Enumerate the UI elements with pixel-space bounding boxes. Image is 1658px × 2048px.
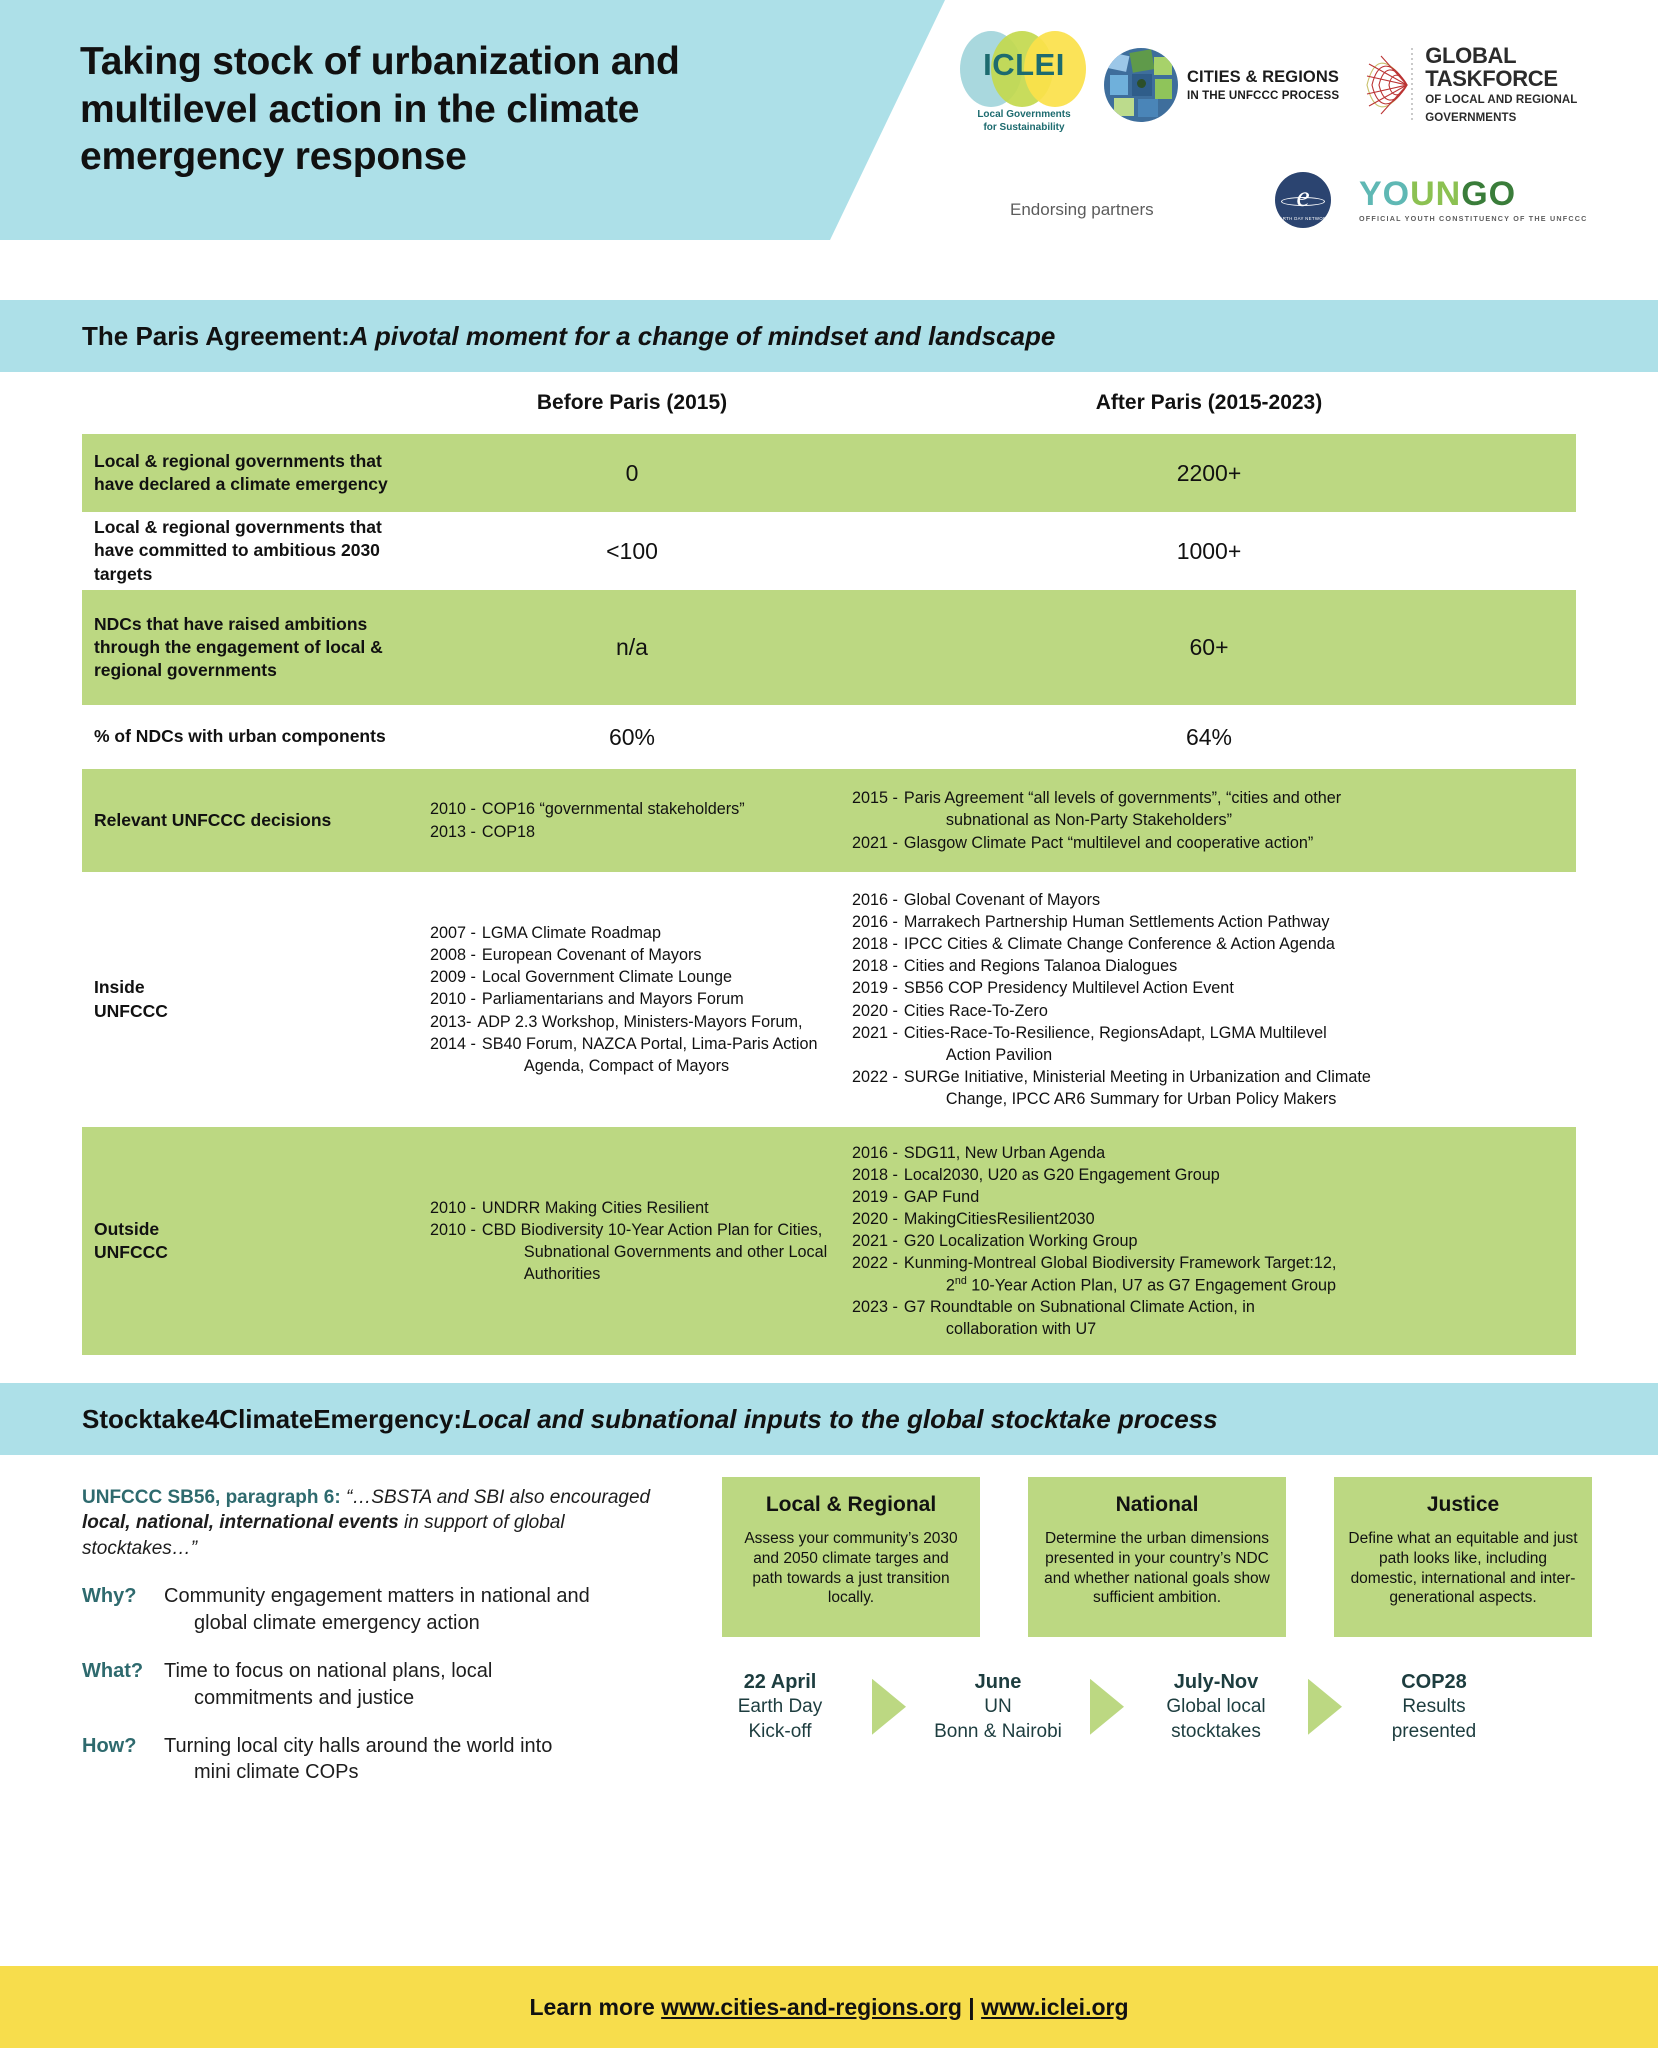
- endorsing-partners-label: Endorsing partners: [1010, 200, 1154, 219]
- list-item: [430, 1033, 842, 1077]
- list-item-text-line1: CBD Biodiversity 10-Year Action Plan for Cities,: [481, 1220, 823, 1239]
- list-item-text: SB56 COP Presidency Multilevel Action Event: [903, 979, 1234, 998]
- list-item: [852, 1022, 1568, 1066]
- row-label: % of NDCs with urban components: [94, 726, 386, 747]
- taskforce-line3: OF LOCAL AND REGIONAL: [1425, 94, 1578, 107]
- list-item-text: UNDRR Making Cities Resilient: [481, 1198, 709, 1217]
- iclei-logo: [960, 31, 1088, 139]
- row-after-value: 64%: [1185, 723, 1233, 750]
- qa-item-what: [82, 1658, 682, 1711]
- youngo-logo: [1359, 177, 1588, 223]
- table-row: [82, 434, 1576, 512]
- qa-value-line1: Community engagement matters in national and: [164, 1585, 590, 1608]
- stocktake-timeline: [700, 1669, 1514, 1744]
- earth-day-caption: EARTH DAY NETWORK: [1276, 216, 1330, 221]
- list-item-text: ADP 2.3 Workshop, Ministers-Mayors Forum,: [477, 1012, 803, 1031]
- sb56-quote-lead: UNFCCC SB56, paragraph 6:: [82, 1487, 341, 1508]
- list-item-text: MakingCitiesResilient2030: [903, 1209, 1095, 1228]
- footer-link-iclei[interactable]: www.iclei.org: [981, 1993, 1129, 2020]
- table-header-row: [82, 372, 1576, 434]
- list-item: [430, 988, 842, 1010]
- list-item-text: SDG11, New Urban Agenda: [903, 1143, 1106, 1162]
- qa-value-line1: Time to focus on national plans, local: [164, 1660, 493, 1683]
- earth-day-ring-icon: [1281, 197, 1325, 206]
- list-item: [430, 798, 842, 820]
- list-item-year: 2022 -: [852, 1253, 898, 1272]
- list-item-text: [904, 1066, 1371, 1110]
- list-item: [852, 832, 1568, 854]
- list-item-text: COP16 “governmental stakeholders”: [481, 800, 745, 819]
- list-item-text: COP18: [481, 822, 535, 841]
- list-item-text: IPCC Cities & Climate Change Conference & Action Agenda: [903, 935, 1335, 954]
- cities-and-regions-line1: CITIES & REGIONS: [1187, 68, 1339, 86]
- qa-value: [164, 1733, 552, 1786]
- qa-value-line1: Turning local city halls around the world into: [164, 1734, 553, 1757]
- iclei-tagline-line1: Local Governments: [977, 109, 1071, 120]
- table-header-before: Before Paris (2015): [536, 391, 728, 414]
- list-item-text: Cities and Regions Talanoa Dialogues: [903, 957, 1178, 976]
- list-item-year: 2019 -: [852, 979, 898, 998]
- decisions-before-list: [422, 798, 842, 842]
- card-national: [1028, 1477, 1286, 1637]
- timeline-step-3: [1136, 1669, 1296, 1744]
- timeline-step-2: [918, 1669, 1078, 1744]
- list-item-text-line1: Paris Agreement “all levels of governments”, “cities and other: [903, 789, 1342, 808]
- global-taskforce-text: [1425, 42, 1578, 125]
- list-item-text-line2: Action Pavilion: [945, 1045, 1053, 1064]
- list-item: [852, 1230, 1568, 1252]
- list-item-year: 2022 -: [852, 1067, 898, 1086]
- list-item-text: Marrakech Partnership Human Settlements Action Pathway: [903, 913, 1330, 932]
- list-item: [430, 944, 842, 966]
- chevron-right-icon: [1308, 1679, 1342, 1735]
- row-before-value: n/a: [616, 634, 648, 660]
- timeline-arrow-1: [860, 1679, 918, 1735]
- earth-day-e-glyph: e: [1296, 180, 1310, 213]
- earth-day-network-logo: [1275, 172, 1331, 228]
- list-item-text: Glasgow Climate Pact “multilevel and cooperative action”: [903, 833, 1314, 852]
- card-body: Determine the urban dimensions presented in your country’s NDC and whether national goals show sufficient ambition.: [1044, 1530, 1270, 1607]
- row-label: Local & regional governments that have declared a climate emergency: [94, 450, 388, 494]
- list-item-text: [904, 1252, 1336, 1296]
- iclei-tagline: [960, 109, 1088, 134]
- stocktake-body: [0, 1477, 1658, 1807]
- list-item-year: 2016 -: [852, 1143, 898, 1162]
- outside-after-list: [842, 1142, 1576, 1341]
- timeline-date: 22 April: [743, 1671, 817, 1693]
- card-title: Local & Regional: [765, 1493, 937, 1516]
- list-item: [852, 933, 1568, 955]
- paris-banner-italic: A pivotal moment for a change of mindset and landscape: [349, 320, 1056, 351]
- timeline-date: June: [974, 1671, 1022, 1693]
- paris-section-banner: [0, 300, 1658, 372]
- table-row-outside-unfccc: [82, 1127, 1576, 1355]
- list-item-year: 2019 -: [852, 1187, 898, 1206]
- list-item-text: G20 Localization Working Group: [903, 1231, 1138, 1250]
- taskforce-web-icon: [1355, 42, 1417, 128]
- taskforce-line4: GOVERNMENTS: [1425, 111, 1517, 124]
- card-title: National: [1115, 1493, 1199, 1516]
- timeline-arrow-2: [1078, 1679, 1136, 1735]
- list-item-text: Local Government Climate Lounge: [481, 968, 733, 987]
- timeline-step-1: [700, 1669, 860, 1744]
- row-after-value: 2200+: [1176, 459, 1242, 486]
- footer-link-cities-and-regions[interactable]: www.cities-and-regions.org: [661, 1993, 962, 2020]
- list-item: [852, 787, 1568, 831]
- partner-logos: [960, 25, 1650, 145]
- list-item-text-line2: Agenda, Compact of Mayors: [523, 1056, 730, 1075]
- qa-key: Why?: [82, 1585, 137, 1608]
- row-after-value: 1000+: [1176, 537, 1242, 564]
- chevron-right-icon: [872, 1679, 906, 1735]
- list-item-text: [904, 1296, 1255, 1340]
- row-before-value: 0: [625, 459, 639, 486]
- list-item-text-line1: SB40 Forum, NAZCA Portal, Lima-Paris Action: [481, 1034, 818, 1053]
- stocktake-left-column: [82, 1485, 682, 1786]
- youngo-part3: GO: [1461, 175, 1517, 213]
- list-item-year: 2018 -: [852, 1165, 898, 1184]
- list-item-year: 2018 -: [852, 935, 898, 954]
- list-item-text: [482, 1219, 827, 1285]
- timeline-line1: Global local: [1166, 1696, 1266, 1717]
- page-footer: [0, 1966, 1658, 2048]
- list-item-year: 2010 -: [430, 1220, 476, 1239]
- list-item-year: 2023 -: [852, 1298, 898, 1317]
- list-item: [430, 1011, 842, 1033]
- list-item: [430, 821, 842, 843]
- card-local-regional: [722, 1477, 980, 1637]
- taskforce-line1: GLOBAL: [1425, 42, 1517, 68]
- list-item-text: Global Covenant of Mayors: [903, 891, 1101, 910]
- timeline-line2: presented: [1391, 1720, 1477, 1742]
- row-label-line1: Inside: [94, 977, 145, 998]
- qa-value: [164, 1583, 590, 1636]
- list-item: [430, 966, 842, 988]
- list-item: [430, 922, 842, 944]
- list-item: [852, 1252, 1568, 1296]
- row-label-line1: Outside: [94, 1218, 160, 1239]
- list-item-text: [482, 1033, 818, 1077]
- globe-icon: [1104, 48, 1178, 122]
- stocktake-section-banner: [0, 1383, 1658, 1455]
- list-item-year: 2007 -: [430, 924, 476, 943]
- list-item-text-line1: Cities-Race-To-Resilience, RegionsAdapt, LGMA Multilevel: [903, 1023, 1327, 1042]
- stocktake-banner-bold: Stocktake4ClimateEmergency:: [82, 1403, 463, 1434]
- row-before-value: <100: [606, 537, 658, 564]
- qa-value-line2: commitments and justice: [194, 1686, 415, 1709]
- list-item-text-line1: G7 Roundtable on Subnational Climate Action, in: [903, 1298, 1255, 1317]
- list-item-text: Local2030, U20 as G20 Engagement Group: [903, 1165, 1220, 1184]
- cities-and-regions-text: [1187, 68, 1339, 102]
- list-item: [852, 1164, 1568, 1186]
- list-item-text-line1: SURGe Initiative, Ministerial Meeting in Urbanization and Climate: [903, 1067, 1371, 1086]
- list-item-text-line1: Kunming-Montreal Global Biodiversity Framework Target:12,: [903, 1253, 1337, 1272]
- row-after-value: 60+: [1189, 634, 1229, 660]
- timeline-line2: Kick-off: [748, 1720, 812, 1742]
- list-item-year: 2014 -: [430, 1034, 476, 1053]
- taskforce-line2: TASKFORCE: [1425, 65, 1558, 91]
- list-item: [852, 1296, 1568, 1340]
- list-item-year: 2010 -: [430, 1198, 476, 1217]
- qa-value: [164, 1658, 492, 1711]
- list-item-text-line2: subnational as Non-Party Stakeholders”: [945, 811, 1233, 830]
- sb56-quote-bold: local, national, international events: [82, 1512, 399, 1534]
- card-justice: [1334, 1477, 1592, 1637]
- list-item-text: GAP Fund: [903, 1187, 980, 1206]
- page-header: [0, 0, 1658, 240]
- footer-separator: |: [961, 1993, 982, 2020]
- row-label: [82, 976, 422, 1022]
- row-label: Relevant UNFCCC decisions: [94, 809, 332, 830]
- timeline-line2: stocktakes: [1171, 1720, 1261, 1742]
- sb56-quote-part2: in support of global stocktakes…”: [82, 1512, 565, 1559]
- stocktake-banner-italic: Local and subnational inputs to the global stocktake process: [462, 1403, 1218, 1434]
- row-before-value: 60%: [608, 723, 656, 750]
- chevron-right-icon: [1090, 1679, 1124, 1735]
- decisions-after-list: [842, 787, 1576, 853]
- timeline-date: COP28: [1401, 1671, 1467, 1693]
- row-label: [82, 1218, 422, 1264]
- list-item-year: 2020 -: [852, 1209, 898, 1228]
- timeline-date: July-Nov: [1173, 1671, 1259, 1693]
- paris-comparison-table: [82, 372, 1576, 1355]
- iclei-tagline-line2: for Sustainability: [983, 121, 1065, 133]
- card-body: Assess your community’s 2030 and 2050 climate targes and path towards a just transition locally.: [744, 1530, 958, 1607]
- timeline-line1: Results: [1402, 1696, 1466, 1717]
- table-row: [82, 705, 1576, 769]
- list-item-text: LGMA Climate Roadmap: [481, 924, 661, 943]
- outside-before-list: [422, 1197, 842, 1285]
- list-item: [852, 977, 1568, 999]
- sb56-quote-part1: “…SBSTA and SBI also encouraged: [340, 1487, 651, 1508]
- endorsing-partner-logos: [1275, 172, 1588, 228]
- list-item: [430, 1197, 842, 1219]
- sb56-quote: [82, 1485, 682, 1561]
- list-item: [852, 889, 1568, 911]
- card-body: Define what an equitable and just path looks like, including domestic, international and inter-generational aspects.: [1348, 1530, 1578, 1607]
- list-item: [852, 1000, 1568, 1022]
- row-label: Local & regional governments that have committed to ambitious 2030 targets: [94, 517, 382, 584]
- list-item-text-line3: Authorities: [523, 1265, 601, 1284]
- list-item-text-line2: 2nd 10-Year Action Plan, U7 as G7 Engagement Group: [945, 1274, 1337, 1295]
- qa-value-line2: global climate emergency action: [194, 1611, 480, 1634]
- list-item: [430, 1219, 842, 1285]
- cities-and-regions-line2: IN THE UNFCCC PROCESS: [1187, 89, 1340, 102]
- list-item: [852, 955, 1568, 977]
- timeline-line1: Earth Day: [737, 1696, 823, 1717]
- list-item-text: [904, 1022, 1327, 1066]
- timeline-line2: Bonn & Nairobi: [934, 1720, 1062, 1742]
- list-item-text: Cities Race-To-Zero: [903, 1001, 1048, 1020]
- paris-banner-text: [82, 300, 1055, 372]
- footer-text: [529, 1994, 1128, 2021]
- list-item-year: 2009 -: [430, 968, 476, 987]
- list-item-year: 2021 -: [852, 1023, 898, 1042]
- table-row: [82, 512, 1576, 590]
- list-item-year: 2015 -: [852, 789, 898, 808]
- inside-before-list: [422, 922, 842, 1076]
- list-item-text: European Covenant of Mayors: [481, 946, 702, 965]
- row-label-line2: UNFCCC: [94, 1242, 168, 1262]
- list-item-year: 2016 -: [852, 913, 898, 932]
- list-item-year: 2021 -: [852, 1231, 898, 1250]
- list-item-year: 2013 -: [430, 822, 476, 841]
- row-label: NDCs that have raised ambitions through the engagement of local & regional governments: [94, 613, 383, 681]
- footer-prefix: Learn more: [529, 1993, 662, 2020]
- paris-banner-bold: The Paris Agreement:: [82, 320, 350, 351]
- table-row: [82, 590, 1576, 705]
- iclei-wordmark: ICLEI: [983, 47, 1065, 82]
- list-item: [852, 1186, 1568, 1208]
- timeline-arrow-3: [1296, 1679, 1354, 1735]
- list-item-text: Parliamentarians and Mayors Forum: [481, 990, 744, 1009]
- list-item-text-line2: collaboration with U7: [945, 1320, 1097, 1339]
- row-label-line2: UNFCCC: [94, 1000, 168, 1021]
- qa-item-how: [82, 1733, 682, 1786]
- card-title: Justice: [1426, 1493, 1500, 1516]
- qa-item-why: [82, 1583, 682, 1636]
- page-title: Taking stock of urbanization and multilevel action in the climate emergency response: [80, 40, 680, 179]
- list-item-text: [904, 787, 1341, 831]
- stocktake-cards: [722, 1477, 1592, 1637]
- list-item-year: 2018 -: [852, 957, 898, 976]
- list-item-year: 2016 -: [852, 891, 898, 910]
- list-item-year: 2010 -: [430, 800, 476, 819]
- list-item-year: 2010 -: [430, 990, 476, 1009]
- list-item-text-line2: Change, IPCC AR6 Summary for Urban Policy Makers: [945, 1089, 1337, 1108]
- table-row-inside-unfccc: [82, 872, 1576, 1127]
- cities-and-regions-logo: [1104, 48, 1339, 122]
- youngo-tagline: OFFICIAL YOUTH CONSTITUENCY OF THE UNFCCC: [1359, 214, 1588, 223]
- global-taskforce-logo: [1355, 42, 1577, 128]
- table-row-decisions: [82, 769, 1576, 872]
- table-header-after: After Paris (2015-2023): [1095, 391, 1323, 414]
- qa-key: What?: [82, 1660, 144, 1683]
- stocktake-banner-text: [82, 1383, 1218, 1455]
- list-item-year: 2021 -: [852, 833, 898, 852]
- youngo-part2: UN: [1410, 175, 1462, 213]
- list-item-year: 2020 -: [852, 1001, 898, 1020]
- list-item: [852, 911, 1568, 933]
- list-item: [852, 1208, 1568, 1230]
- youngo-part1: YO: [1359, 175, 1411, 213]
- qa-value-line2: mini climate COPs: [194, 1761, 359, 1784]
- list-item: [852, 1066, 1568, 1110]
- list-item-text-line2: Subnational Governments and other Local: [523, 1243, 828, 1261]
- inside-after-list: [842, 889, 1576, 1109]
- youngo-wordmark: [1359, 177, 1588, 211]
- list-item-year: 2008 -: [430, 946, 476, 965]
- list-item: [852, 1142, 1568, 1164]
- qa-key: How?: [82, 1734, 137, 1757]
- timeline-step-4: [1354, 1669, 1514, 1744]
- list-item-year: 2013-: [430, 1012, 472, 1031]
- timeline-line1: UN: [984, 1696, 1012, 1717]
